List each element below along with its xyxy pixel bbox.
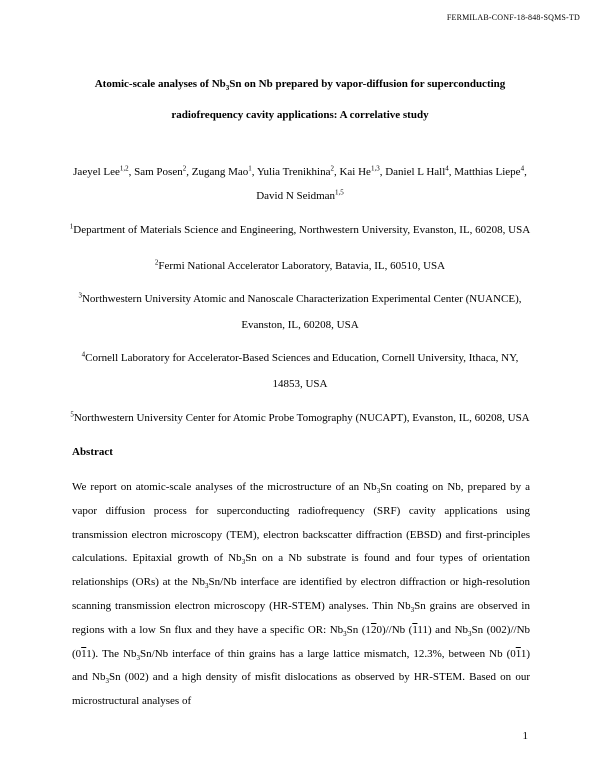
title-line-1: Atomic-scale analyses of $Nb_3Sn$ on Nb prepared by vapor-diffusion for superconducting [94, 78, 506, 93]
author: Matthias Liepe$^4$, [454, 164, 527, 178]
author: Zugang Mao$^1$, [191, 164, 257, 178]
abstract-body: We report on atomic-scale analyses of the microstructure of an $Nb_3Sn$ coating on Nb, prepared by a vapor diffusion process for superconducting radiofrequency (SRF) cavity applications using transmission electron microscopy (TEM), electron backscatter diffraction (EBSD) and first-principles calculations. Epitaxial growth of $Nb_3Sn$ on a Nb substrate is found and four types of orientation relationships (ORs) at the $Nb_3Sn/Nb$ interface are identified by electron diffraction or high-resolution scanning transmission electron microscopy (HR-STEM) analyses. Thin $Nb_3Sn$ grains are observed in regions with a low Sn flux and they have a specific OR: $Nb_3Sn$ (120)//Nb (111) and $Nb_3Sn$ (002)//Nb (011). The $Nb_3Sn/Nb$ interface of thin grains has a large lattice mismatch, 12.3%, between Nb (011) and $Nb_3Sn$ (002) and a high density of misfit dislocations as observed by HR-STEM. Based on our microstructural analyses of [72, 481, 531, 708]
author: Yulia Trenikhina$^2$, [256, 164, 340, 178]
author-line-2 [40, 184, 560, 208]
author-line-1 [40, 160, 560, 184]
page-number: 1 [522, 730, 528, 742]
title-line-2: radiofrequency cavity applications: A correlative study [171, 109, 429, 121]
author: Jaeyel Lee$^{1,2}$, [73, 164, 135, 178]
paper-title [40, 69, 560, 131]
author: Sam Posen$^2$, [134, 164, 192, 178]
affiliation-2: $^2$Fermi National Accelerator Laboratory, Batavia, IL, 60510, USA [154, 258, 446, 272]
author: David N Seidman$^{1,5}$ [256, 188, 344, 202]
author-list [40, 160, 560, 208]
abstract-heading: Abstract [72, 446, 113, 458]
author: Daniel L Hall$^4$, [385, 164, 455, 178]
affiliation-3: $^3$Northwestern University Atomic and Nanoscale Characterization Experimental Center (NUANCE), Evanston, IL, 60208, USA [78, 291, 522, 331]
report-number: FERMILAB-CONF-18-848-SQMS-TD [446, 13, 580, 22]
author: Kai He$^{1,3}$, [339, 164, 386, 178]
affiliation-1: $^1$Department of Materials Science and Engineering, Northwestern University, Evanston, IL, 60208, USA [69, 222, 531, 236]
affiliation-5: $^5$Northwestern University Center for Atomic Probe Tomography (NUCAPT), Evanston, IL, 60208, USA [70, 410, 530, 424]
affiliation-4: $^4$Cornell Laboratory for Accelerator-Based Sciences and Education, Cornell University, Ithaca, NY, 14853, USA [81, 350, 519, 390]
